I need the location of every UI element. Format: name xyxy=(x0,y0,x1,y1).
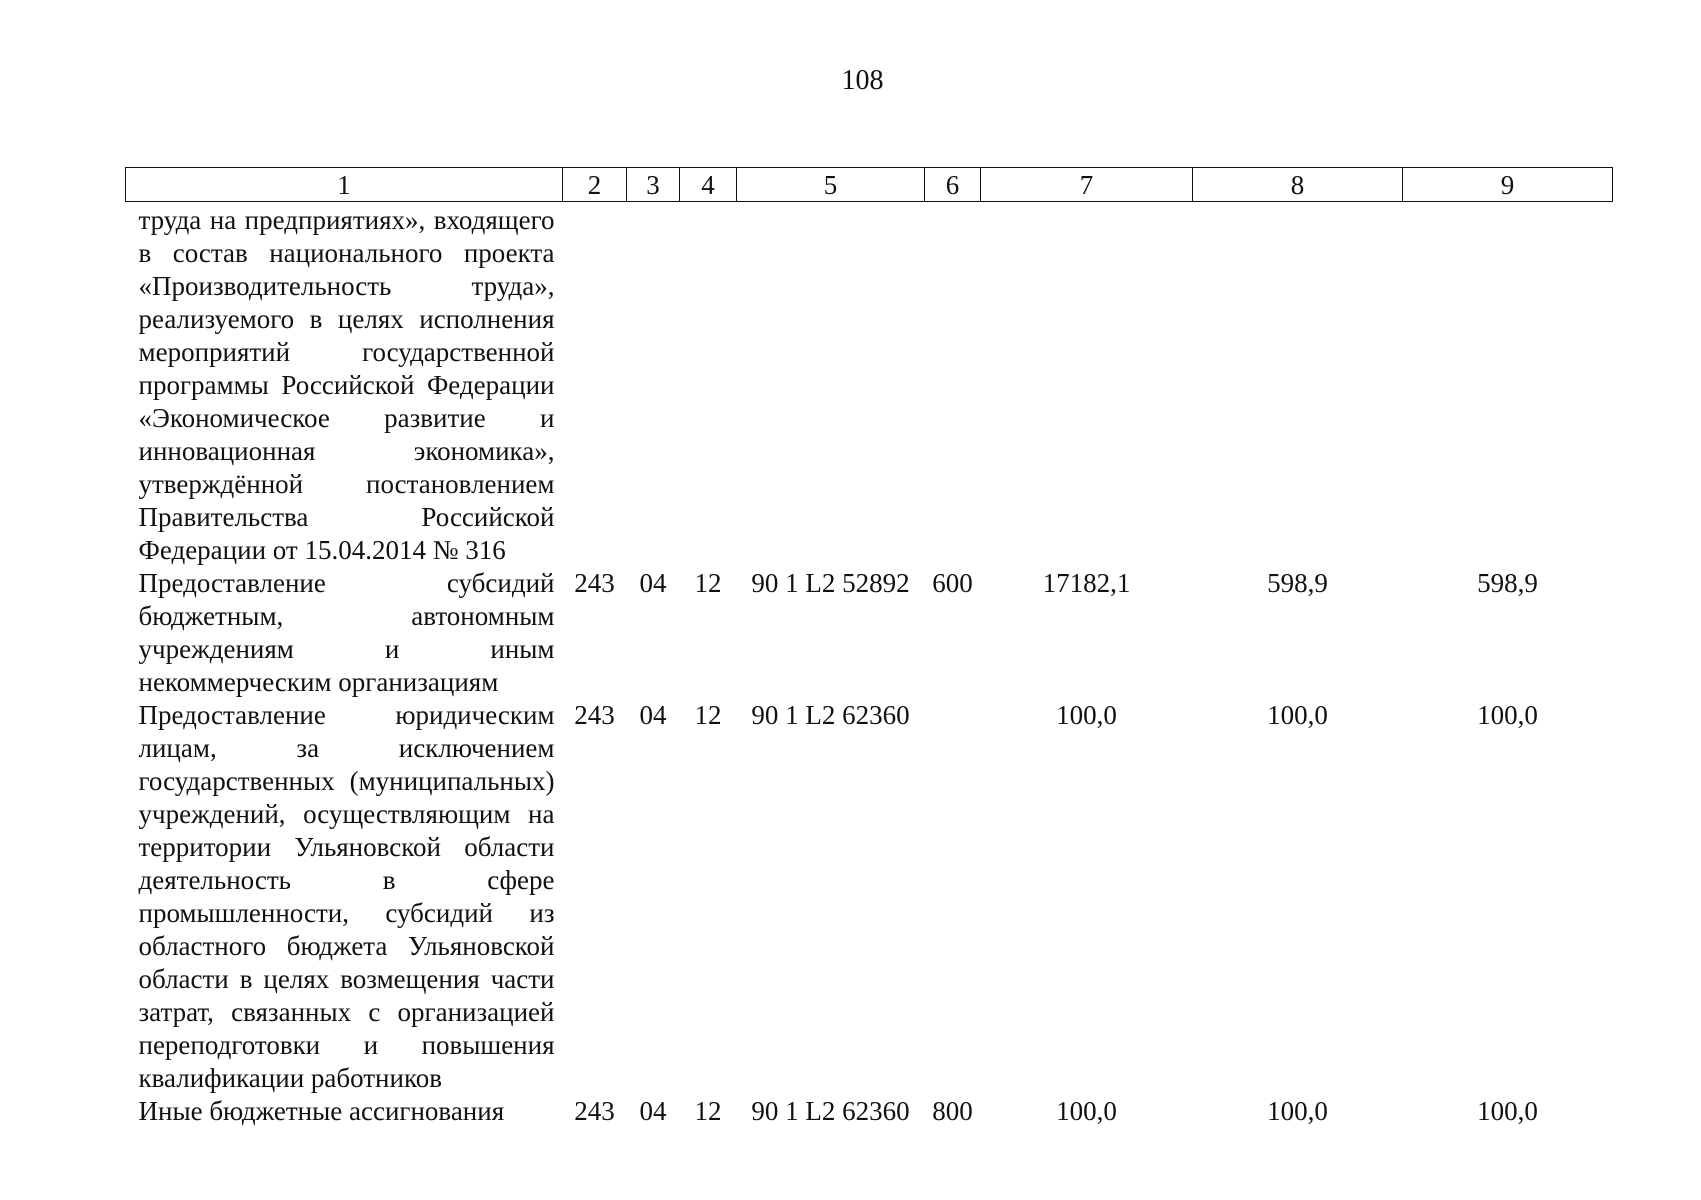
column-header: 4 xyxy=(680,168,737,202)
cell-code-6: 800 xyxy=(932,1096,973,1126)
column-header: 6 xyxy=(925,168,981,202)
cell-code-6 xyxy=(925,202,981,568)
cell-code-3: 04 xyxy=(639,700,667,730)
cell-code-4 xyxy=(680,202,737,568)
row-description: труда на предприятиях», входящего в состав национального проекта «Производительность труда», реализуемого в целях исполнения мероприятий государственной программы Российской Федерации «Экономическое развитие и инновационная экономика», утверждённой постановлением Правительства Российской Федерации от 15.04.2014 № 316 xyxy=(138,205,555,565)
column-header: 5 xyxy=(737,168,925,202)
cell-amount-7: 17182,1 xyxy=(1042,568,1131,598)
cell-code-4: 12 xyxy=(694,1096,722,1126)
cell-amount-8: 598,9 xyxy=(1267,568,1328,598)
column-header: 9 xyxy=(1403,168,1613,202)
cell-code-2 xyxy=(563,202,627,568)
cell-code-2: 243 xyxy=(574,1096,615,1126)
cell-code-2: 243 xyxy=(574,700,615,730)
cell-amount-7: 100,0 xyxy=(1056,700,1117,730)
column-header: 8 xyxy=(1193,168,1403,202)
table-row xyxy=(126,567,1613,699)
cell-code-6: 600 xyxy=(932,568,973,598)
table-row xyxy=(126,1095,1613,1128)
cell-code-5: 90 1 L2 62360 xyxy=(751,700,910,730)
table-header-row xyxy=(126,168,1613,202)
cell-amount-8: 100,0 xyxy=(1267,1096,1328,1126)
cell-code-2: 243 xyxy=(574,568,615,598)
cell-code-3: 04 xyxy=(639,1096,667,1126)
cell-amount-9: 100,0 xyxy=(1477,700,1538,730)
cell-amount-7: 100,0 xyxy=(1056,1096,1117,1126)
table-row xyxy=(126,699,1613,1095)
cell-code-5: 90 1 L2 52892 xyxy=(751,568,910,598)
column-header: 2 xyxy=(563,168,627,202)
cell-code-6 xyxy=(925,699,981,1095)
row-description: Предоставление юридическим лицам, за исключением государственных (муниципальных) учреждений, осуществляющим на территории Ульяновской области деятельность в сфере промышленности, субсидий из областного бюджета Ульяновской области в целях возмещения части затрат, связанных с организацией переподготовки и повышения квалификации работников xyxy=(138,700,555,1093)
cell-amount-8: 100,0 xyxy=(1267,700,1328,730)
cell-amount-8 xyxy=(1193,202,1403,568)
cell-code-3 xyxy=(627,202,680,568)
table-row xyxy=(126,202,1613,568)
budget-table xyxy=(125,167,1613,1128)
page-number: 108 xyxy=(841,65,884,96)
cell-code-4: 12 xyxy=(694,568,722,598)
cell-code-3: 04 xyxy=(639,568,667,598)
column-header: 3 xyxy=(627,168,680,202)
cell-amount-7 xyxy=(981,202,1193,568)
cell-amount-9: 598,9 xyxy=(1477,568,1538,598)
row-description: Предоставление субсидий бюджетным, автономным учреждениям и иным некоммерческим организациям xyxy=(138,568,555,697)
cell-amount-9: 100,0 xyxy=(1477,1096,1538,1126)
cell-code-5: 90 1 L2 62360 xyxy=(751,1096,910,1126)
cell-code-4: 12 xyxy=(694,700,722,730)
cell-amount-9 xyxy=(1403,202,1613,568)
column-header: 7 xyxy=(981,168,1193,202)
cell-code-5 xyxy=(737,202,925,568)
column-header: 1 xyxy=(126,168,563,202)
row-description: Иные бюджетные ассигнования xyxy=(138,1096,505,1126)
